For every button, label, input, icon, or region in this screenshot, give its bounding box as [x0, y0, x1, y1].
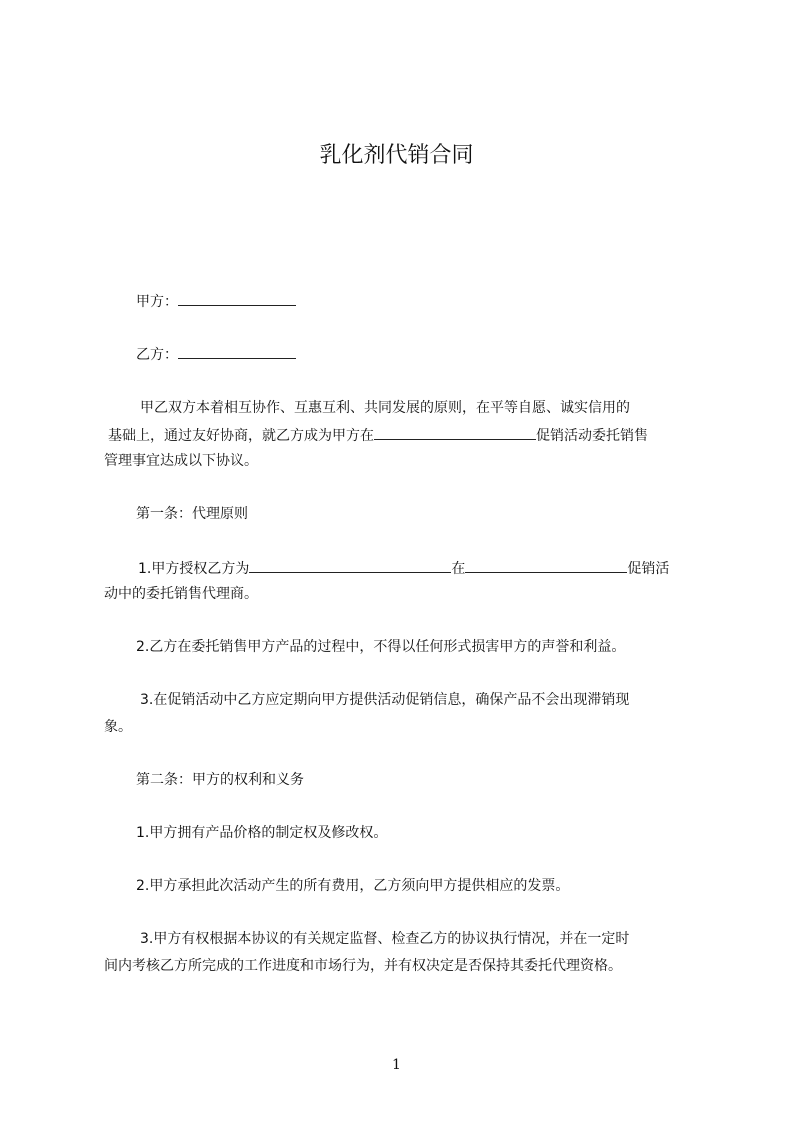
article-1-item-3: 3.在促销活动中乙方应定期向甲方提供活动促销信息，确保产品不会出现滞销现 — [140, 692, 630, 708]
article-1-item-1-line-2: 动中的委托销售代理商。 — [104, 586, 258, 602]
intro-line-2 — [108, 425, 708, 446]
article-1-item-1-text-b: 在 — [451, 561, 466, 577]
agent-name-blank — [249, 558, 451, 573]
party-a-label: 甲方： — [136, 294, 178, 310]
article-2-item-3: 3.甲方有权根据本协议的有关规定监督、检查乙方的协议执行情况，并在一定时 — [140, 931, 630, 947]
article-2-item-1: 1.甲方拥有产品价格的制定权及修改权。 — [136, 825, 388, 841]
intro-line-1: 甲乙双方本着相互协作、互惠互利、共同发展的原则，在平等自愿、诚实信用的 — [140, 400, 630, 416]
article-2-heading: 第二条：甲方的权利和义务 — [136, 772, 304, 788]
intro-line-3: 管理事宜达成以下协议。 — [104, 453, 258, 469]
party-b-label: 乙方： — [136, 347, 178, 363]
party-b-blank — [178, 344, 296, 359]
page-number: 1 — [392, 1057, 401, 1073]
article-1-item-3-line-2: 象。 — [104, 719, 132, 735]
article-1-item-2: 2.乙方在委托销售甲方产品的过程中，不得以任何形式损害甲方的声誉和利益。 — [136, 639, 626, 655]
party-a-line — [136, 291, 736, 312]
article-2-item-3-line-2: 间内考核乙方所完成的工作进度和市场行为，并有权决定是否保持其委托代理资格。 — [104, 958, 622, 974]
article-1-item-1-text-a: 1.甲方授权乙方为 — [138, 561, 250, 577]
promo-location-blank — [465, 558, 627, 573]
party-b-line — [136, 344, 736, 365]
article-1-item-1 — [138, 558, 738, 579]
intro-promo-blank — [374, 425, 536, 440]
intro-line-2-text-b: 促销活动委托销售 — [536, 428, 648, 444]
intro-line-2-text-a: 基础上，通过友好协商，就乙方成为甲方在 — [108, 428, 374, 444]
party-a-blank — [178, 291, 296, 306]
article-1-item-1-text-c: 促销活 — [627, 561, 670, 577]
document-title: 乳化剂代销合同 — [319, 143, 474, 168]
article-2-item-2: 2.甲方承担此次活动产生的所有费用，乙方须向甲方提供相应的发票。 — [136, 878, 570, 894]
article-1-heading: 第一条：代理原则 — [136, 506, 248, 522]
